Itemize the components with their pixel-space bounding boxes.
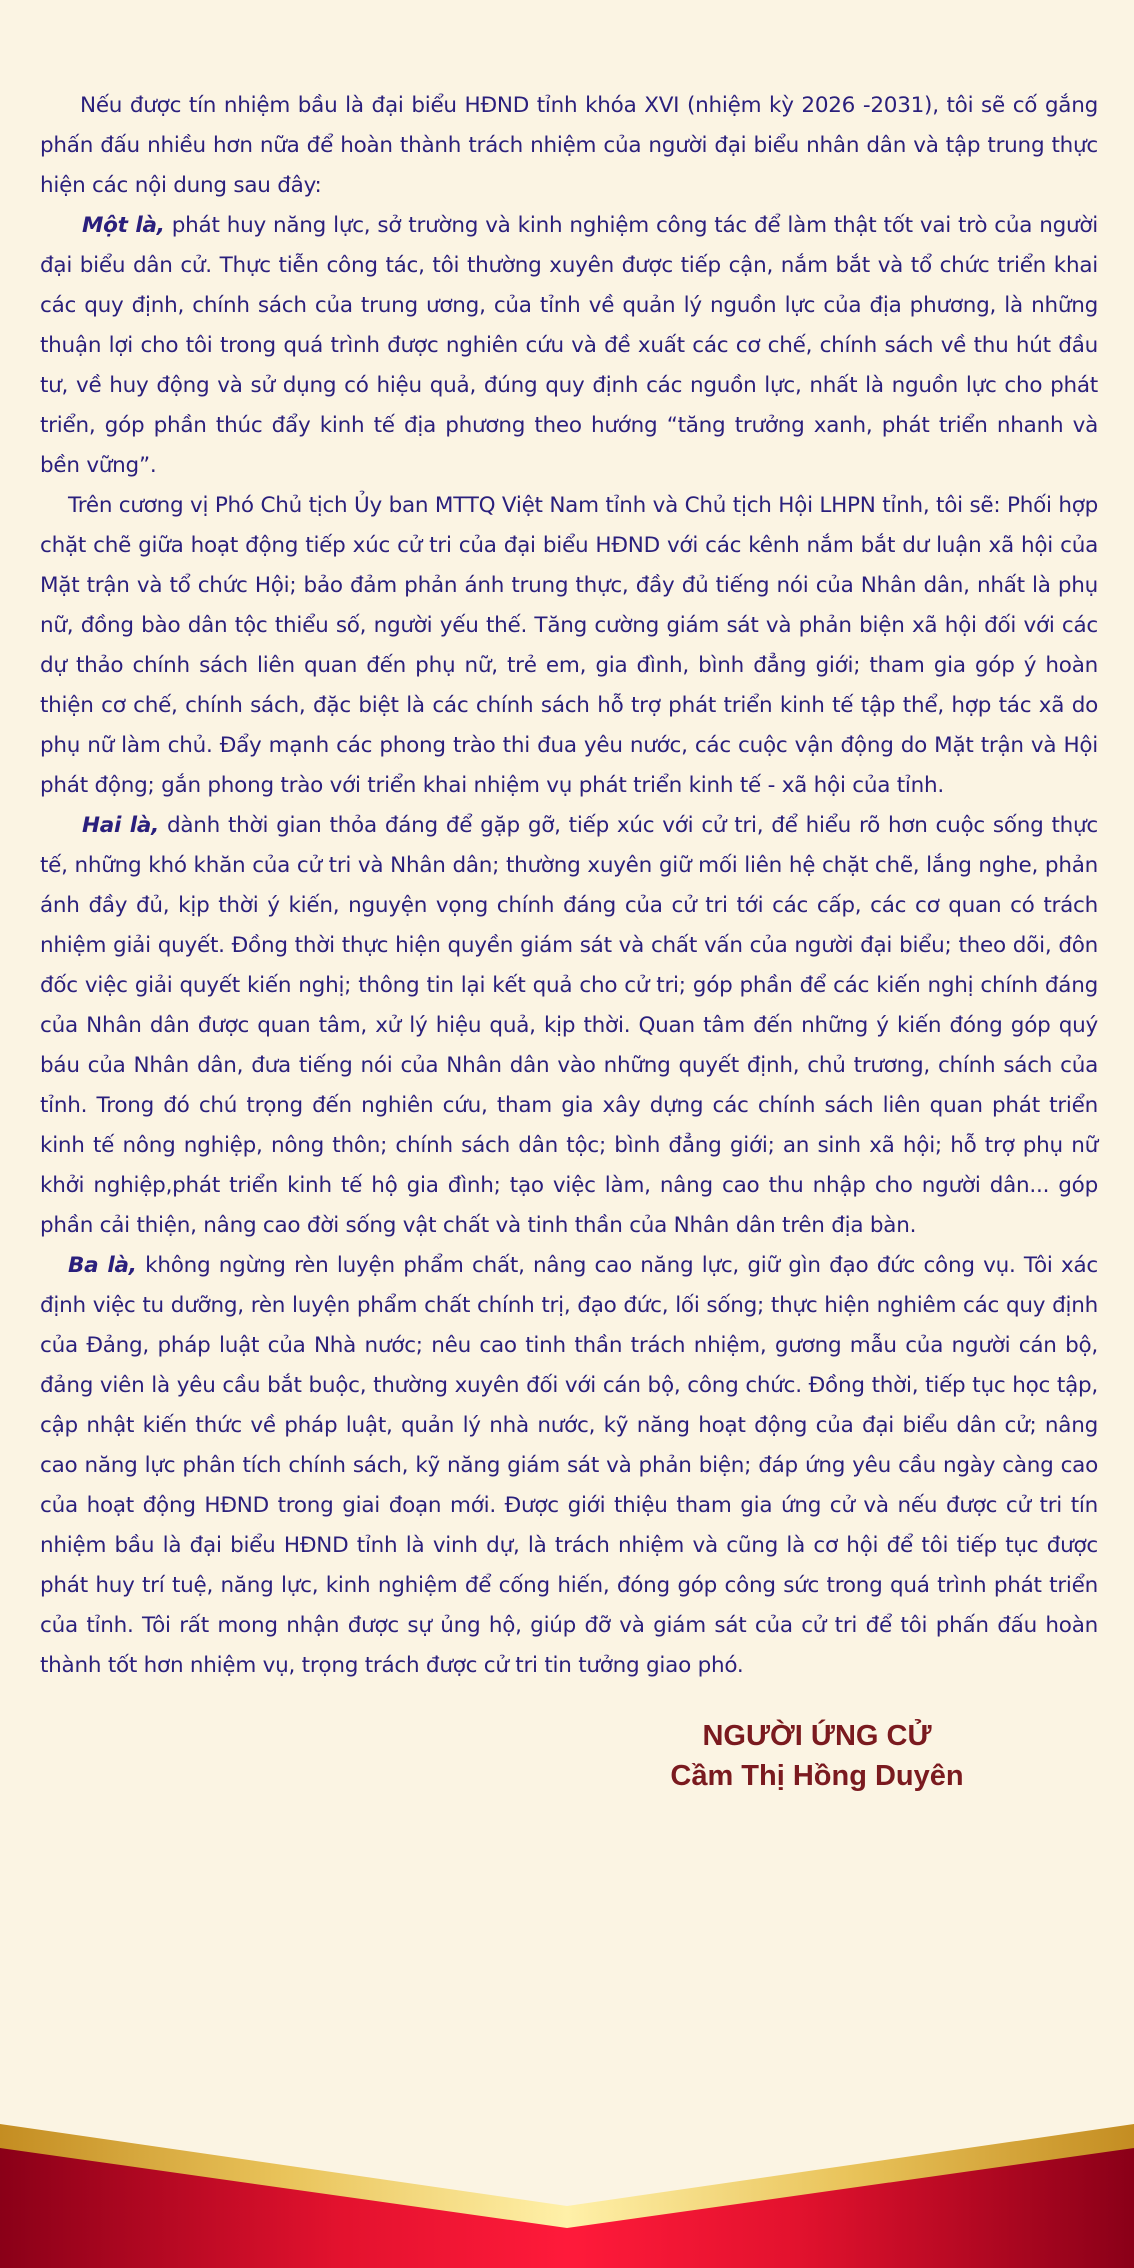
point-two-lead: Hai là,: [82, 813, 160, 838]
point-one-paragraph: [40, 206, 1098, 486]
point-one-text: phát huy năng lực, sở trường và kinh nghiệm công tác để làm thật tốt vai trò của người đại biểu dân cử. Thực tiễn công tác, tôi thường xuyên được tiếp cận, nắm bắt và tổ chức triển khai các quy định, chính sách của trung ương, của tỉnh về quản lý nguồn lực của địa phương, là những thuận lợi cho tôi trong quá trình được nghiên cứu và đề xuất các cơ chế, chính sách về thu hút đầu tư, về huy động và sử dụng có hiệu quả, đúng quy định các nguồn lực, nhất là nguồn lực cho phát triển, góp phần thúc đẩy kinh tế địa phương theo hướng “tăng trưởng xanh, phát triển nhanh và bền vững”.: [40, 213, 1098, 478]
document-body: [40, 86, 1098, 1686]
signature-role: NGƯỜI ỨNG CỬ: [702, 1720, 932, 1752]
point-two-paragraph: [40, 806, 1098, 1246]
point-three-paragraph: [40, 1246, 1098, 1686]
point-three-lead: Ba là,: [68, 1253, 137, 1278]
signature-name: Cầm Thị Hồng Duyên: [670, 1760, 964, 1792]
intro-paragraph: Nếu được tín nhiệm bầu là đại biểu HĐND tỉnh khóa XVI (nhiệm kỳ 2026 -2031), tôi sẽ cố gắng phấn đấu nhiều hơn nữa để hoàn thành trách nhiệm của người đại biểu nhân dân và tập trung thực hiện các nội dung sau đây:: [40, 93, 1098, 198]
point-one-lead: Một là,: [82, 213, 165, 238]
point-two-text: dành thời gian thỏa đáng để gặp gỡ, tiếp xúc với cử tri, để hiểu rõ hơn cuộc sống thực tế, những khó khăn của cử tri và Nhân dân; thường xuyên giữ mối liên hệ chặt chẽ, lắng nghe, phản ánh đầy đủ, kịp thời ý kiến, nguyện vọng chính đáng của cử tri tới các cấp, các cơ quan có trách nhiệm giải quyết. Đồng thời thực hiện quyền giám sát và chất vấn của người đại biểu; theo dõi, đôn đốc việc giải quyết kiến nghị; thông tin lại kết quả cho cử tri; góp phần để các kiến nghị chính đáng của Nhân dân được quan tâm, xử lý hiệu quả, kịp thời. Quan tâm đến những ý kiến đóng góp quý báu của Nhân dân, đưa tiếng nói của Nhân dân vào những quyết định, chủ trương, chính sách của tỉnh. Trong đó chú trọng đến nghiên cứu, tham gia xây dựng các chính sách liên quan phát triển kinh tế nông nghiệp, nông thôn; chính sách dân tộc; bình đẳng giới; an sinh xã hội; hỗ trợ phụ nữ khởi nghiệp,phát triển kinh tế hộ gia đình; tạo việc làm, nâng cao thu nhập cho người dân... góp phần cải thiện, nâng cao đời sống vật chất và tinh thần của Nhân dân trên địa bàn.: [40, 813, 1098, 1238]
decorative-footer-banner: [0, 2110, 1134, 2268]
point-three-text: không ngừng rèn luyện phẩm chất, nâng cao năng lực, giữ gìn đạo đức công vụ. Tôi xác định việc tu dưỡng, rèn luyện phẩm chất chính trị, đạo đức, lối sống; thực hiện nghiêm các quy định của Đảng, pháp luật của Nhà nước; nêu cao tinh thần trách nhiệm, gương mẫu của người cán bộ, đảng viên là yêu cầu bắt buộc, thường xuyên đối với cán bộ, công chức. Đồng thời, tiếp tục học tập, cập nhật kiến thức về pháp luật, quản lý nhà nước, kỹ năng hoạt động của đại biểu dân cử; nâng cao năng lực phân tích chính sách, kỹ năng giám sát và phản biện; đáp ứng yêu cầu ngày càng cao của hoạt động HĐND trong giai đoạn mới. Được giới thiệu tham gia ứng cử và nếu được cử tri tín nhiệm bầu là đại biểu HĐND tỉnh là vinh dự, là trách nhiệm và cũng là cơ hội để tôi tiếp tục được phát huy trí tuệ, năng lực, kinh nghiệm để cống hiến, đóng góp công sức trong quá trình phát triển của tỉnh. Tôi rất mong nhận được sự ủng hộ, giúp đỡ và giám sát của cử tri để tôi phấn đấu hoàn thành tốt hơn nhiệm vụ, trọng trách được cử tri tin tưởng giao phó.: [40, 1253, 1098, 1678]
position-paragraph: Trên cương vị Phó Chủ tịch Ủy ban MTTQ Việt Nam tỉnh và Chủ tịch Hội LHPN tỉnh, tôi sẽ: Phối hợp chặt chẽ giữa hoạt động tiếp xúc cử tri của đại biểu HĐND với các kênh nắm bắt dư luận xã hội của Mặt trận và tổ chức Hội; bảo đảm phản ánh trung thực, đầy đủ tiếng nói của Nhân dân, nhất là phụ nữ, đồng bào dân tộc thiểu số, người yếu thế. Tăng cường giám sát và phản biện xã hội đối với các dự thảo chính sách liên quan đến phụ nữ, trẻ em, gia đình, bình đẳng giới; tham gia góp ý hoàn thiện cơ chế, chính sách, đặc biệt là các chính sách hỗ trợ phát triển kinh tế tập thể, hợp tác xã do phụ nữ làm chủ. Đẩy mạnh các phong trào thi đua yêu nước, các cuộc vận động do Mặt trận và Hội phát động; gắn phong trào với triển khai nhiệm vụ phát triển kinh tế - xã hội của tỉnh.: [40, 493, 1098, 798]
signature-block: [600, 1716, 1034, 1796]
